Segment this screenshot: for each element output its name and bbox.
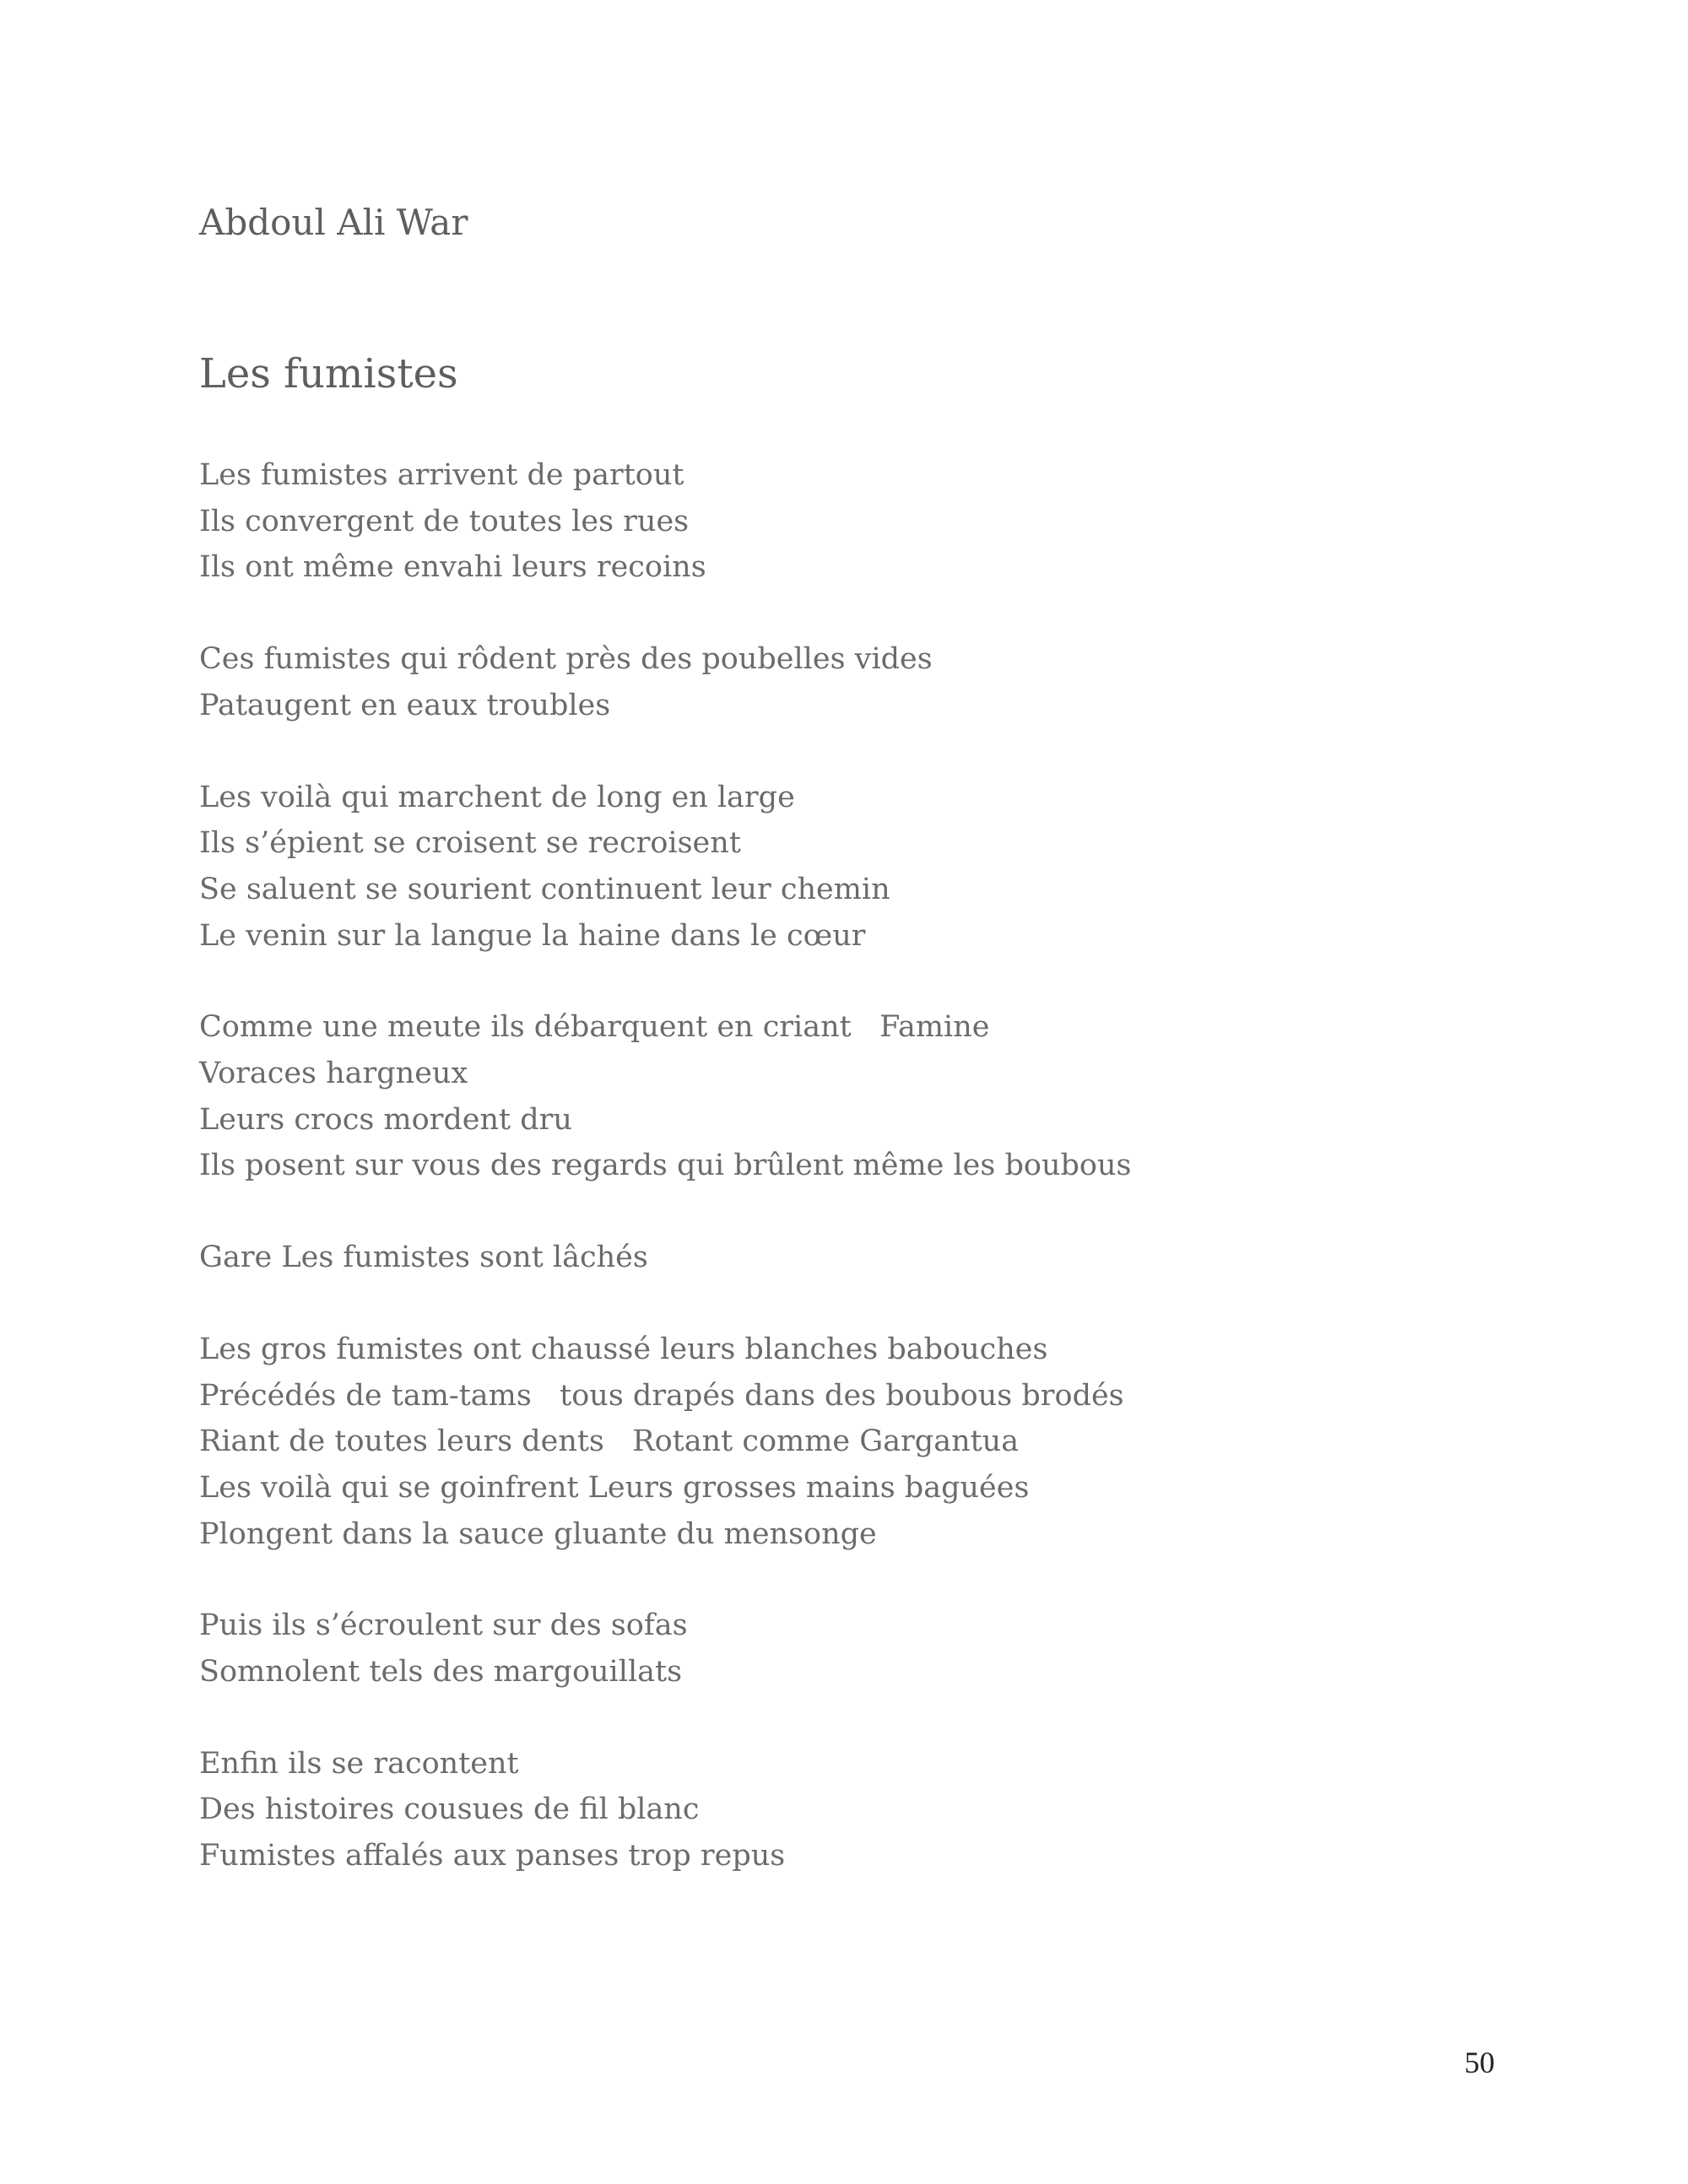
poem-line: Ils posent sur vous des regards qui brûlent même les boubous [199, 1149, 1132, 1183]
poem-line: Ils ont même envahi leurs recoins [199, 550, 706, 585]
page-number: 50 [1464, 2046, 1495, 2079]
poem-line: Puis ils s’écroulent sur des sofas [199, 1608, 688, 1643]
poem-line: Leurs crocs mordent dru [199, 1102, 572, 1137]
poem-line: Le venin sur la langue la haine dans le cœur [199, 918, 866, 953]
stanza [199, 1741, 1465, 1879]
poem-line: Somnolent tels des margouillats [199, 1655, 683, 1689]
poem-line: Plongent dans la sauce gluante du mensonge [199, 1516, 877, 1551]
poem-line: Les gros fumistes ont chaussé leurs blanches babouches [199, 1332, 1048, 1366]
poem-line: Comme une meute ils débarquent en criant Famine [199, 1010, 990, 1045]
poem-line: Riant de toutes leurs dents Rotant comme Gargantua [199, 1424, 1020, 1459]
poem-line: Voraces hargneux [199, 1057, 468, 1091]
poem-line: Fumistes affalés aux panses trop repus [199, 1839, 786, 1873]
poem-title: Les fumistes [199, 350, 458, 397]
stanza [199, 775, 1465, 960]
poem-line: Des histoires cousues de fil blanc [199, 1792, 700, 1827]
poem-line: Les fumistes arrivent de partout [199, 458, 684, 492]
poem-line: Enfin ils se racontent [199, 1746, 519, 1781]
poem-line: Gare Les fumistes sont lâchés [199, 1241, 648, 1275]
stanza [199, 1603, 1465, 1695]
stanza [199, 1327, 1465, 1558]
poem-line: Les voilà qui marchent de long en large [199, 780, 795, 814]
poem-line: Les voilà qui se goinfrent Leurs grosses mains baguées [199, 1470, 1030, 1505]
stanza [199, 452, 1465, 591]
poem-line: Se saluent se sourient continuent leur chemin [199, 872, 890, 906]
stanza [199, 1004, 1465, 1189]
poem-body [199, 452, 1465, 1925]
poem-line: Précédés de tam-tams tous drapés dans des boubous brodés [199, 1378, 1124, 1413]
stanza [199, 1235, 1465, 1281]
poem-line: Ces fumistes qui rôdent près des poubelles vides [199, 642, 933, 677]
author-name: Abdoul Ali War [199, 202, 468, 243]
stanza [199, 636, 1465, 728]
poem-line: Ils s’épient se croisent se recroisent [199, 826, 741, 861]
poem-line: Pataugent en eaux troubles [199, 688, 611, 722]
poem-line: Ils convergent de toutes les rues [199, 504, 690, 538]
